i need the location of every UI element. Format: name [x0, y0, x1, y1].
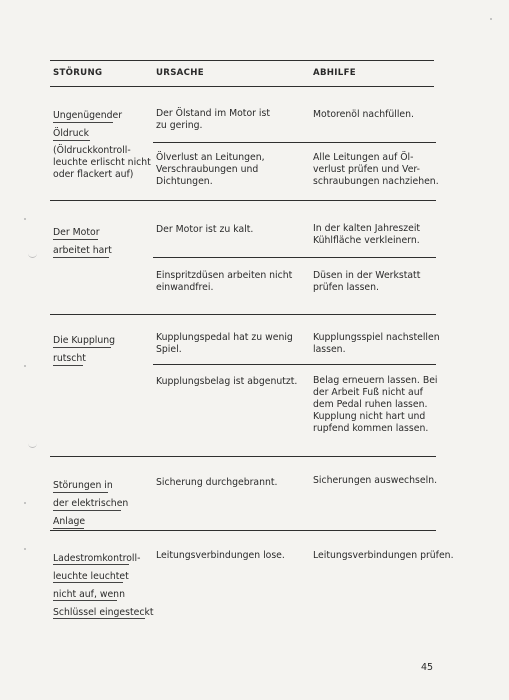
abhilfe-motor-kalt: In der kalten Jahreszeit Kühlfläche verkleinern. — [313, 223, 421, 246]
underline — [53, 122, 113, 123]
ursache-oelstand: Der Ölstand im Motor ist zu gering. — [156, 108, 270, 131]
row-divider — [50, 456, 436, 457]
abhilfe-oelverlust: Alle Leitungen auf Öl- verlust prüfen und Ver- schraubungen nachziehen. — [313, 152, 439, 187]
stoerung-oeldruck-note: (Öldruckkontroll- leuchte erlischt nicht oder flackert auf) — [53, 145, 151, 180]
header-top-rule — [50, 60, 434, 61]
underline — [53, 492, 108, 493]
header-bottom-rule — [50, 86, 434, 87]
underline — [53, 600, 117, 601]
underline — [53, 365, 83, 366]
underline — [53, 140, 90, 141]
row-divider — [50, 200, 436, 201]
abhilfe-duesen: Düsen in der Werkstatt prüfen lassen. — [313, 270, 421, 293]
underline — [53, 347, 111, 348]
underline — [53, 618, 145, 619]
ursache-kupplungspedal: Kupplungspedal hat zu wenig Spiel. — [156, 332, 293, 355]
ursache-kupplungsbelag: Kupplungsbelag ist abgenutzt. — [156, 376, 298, 387]
underline — [53, 528, 84, 529]
binding-hole-mark — [28, 442, 37, 448]
header-ursache: URSACHE — [156, 68, 204, 78]
entry-divider — [153, 364, 436, 365]
underline — [53, 257, 109, 258]
header-abhilfe: ABHILFE — [313, 68, 356, 78]
row-divider — [50, 530, 436, 531]
abhilfe-oelstand: Motorenöl nachfüllen. — [313, 109, 414, 120]
stoerung-elektrik: Störungen in der elektrischen Anlage — [53, 480, 129, 527]
entry-divider — [153, 257, 436, 258]
entry-divider — [153, 142, 436, 143]
underline — [53, 239, 98, 240]
paper-speck — [24, 502, 26, 504]
abhilfe-leitungen: Leitungsverbindungen prüfen. — [313, 550, 454, 561]
page-number: 45 — [421, 662, 434, 673]
ursache-sicherung: Sicherung durchgebrannt. — [156, 477, 278, 488]
row-divider — [50, 314, 436, 315]
abhilfe-kupplungsspiel: Kupplungsspiel nachstellen lassen. — [313, 332, 440, 355]
stoerung-kupplung: Die Kupplung rutscht — [53, 335, 116, 364]
paper-speck — [490, 18, 492, 20]
ursache-oelverlust: Ölverlust an Leitungen, Verschraubungen und Dichtungen. — [156, 152, 265, 187]
underline — [53, 564, 129, 565]
stoerung-oeldruck: Ungenügender Öldruck — [53, 110, 123, 139]
ursache-motor-kalt: Der Motor ist zu kalt. — [156, 224, 254, 235]
abhilfe-sicherung: Sicherungen auswechseln. — [313, 475, 438, 486]
underline — [53, 582, 123, 583]
paper-speck — [24, 548, 26, 550]
header-stoerung: STÖRUNG — [53, 68, 103, 78]
ursache-duesen: Einspritzdüsen arbeiten nicht einwandfrei. — [156, 270, 293, 293]
paper-speck — [24, 218, 26, 220]
binding-hole-mark — [28, 252, 37, 258]
underline — [53, 510, 121, 511]
paper-speck — [24, 365, 26, 367]
stoerung-motor-hart: Der Motor arbeitet hart — [53, 227, 112, 256]
abhilfe-kupplungsbelag: Belag erneuern lassen. Bei der Arbeit Fuß nicht auf dem Pedal ruhen lassen. Kupplung nicht hart und rupfend kommen lassen. — [313, 375, 438, 434]
ursache-leitungen: Leitungsverbindungen lose. — [156, 550, 285, 561]
stoerung-ladestrom: Ladestromkontroll- leuchte leuchtet nicht auf, wenn Schlüssel eingesteckt — [53, 553, 154, 618]
